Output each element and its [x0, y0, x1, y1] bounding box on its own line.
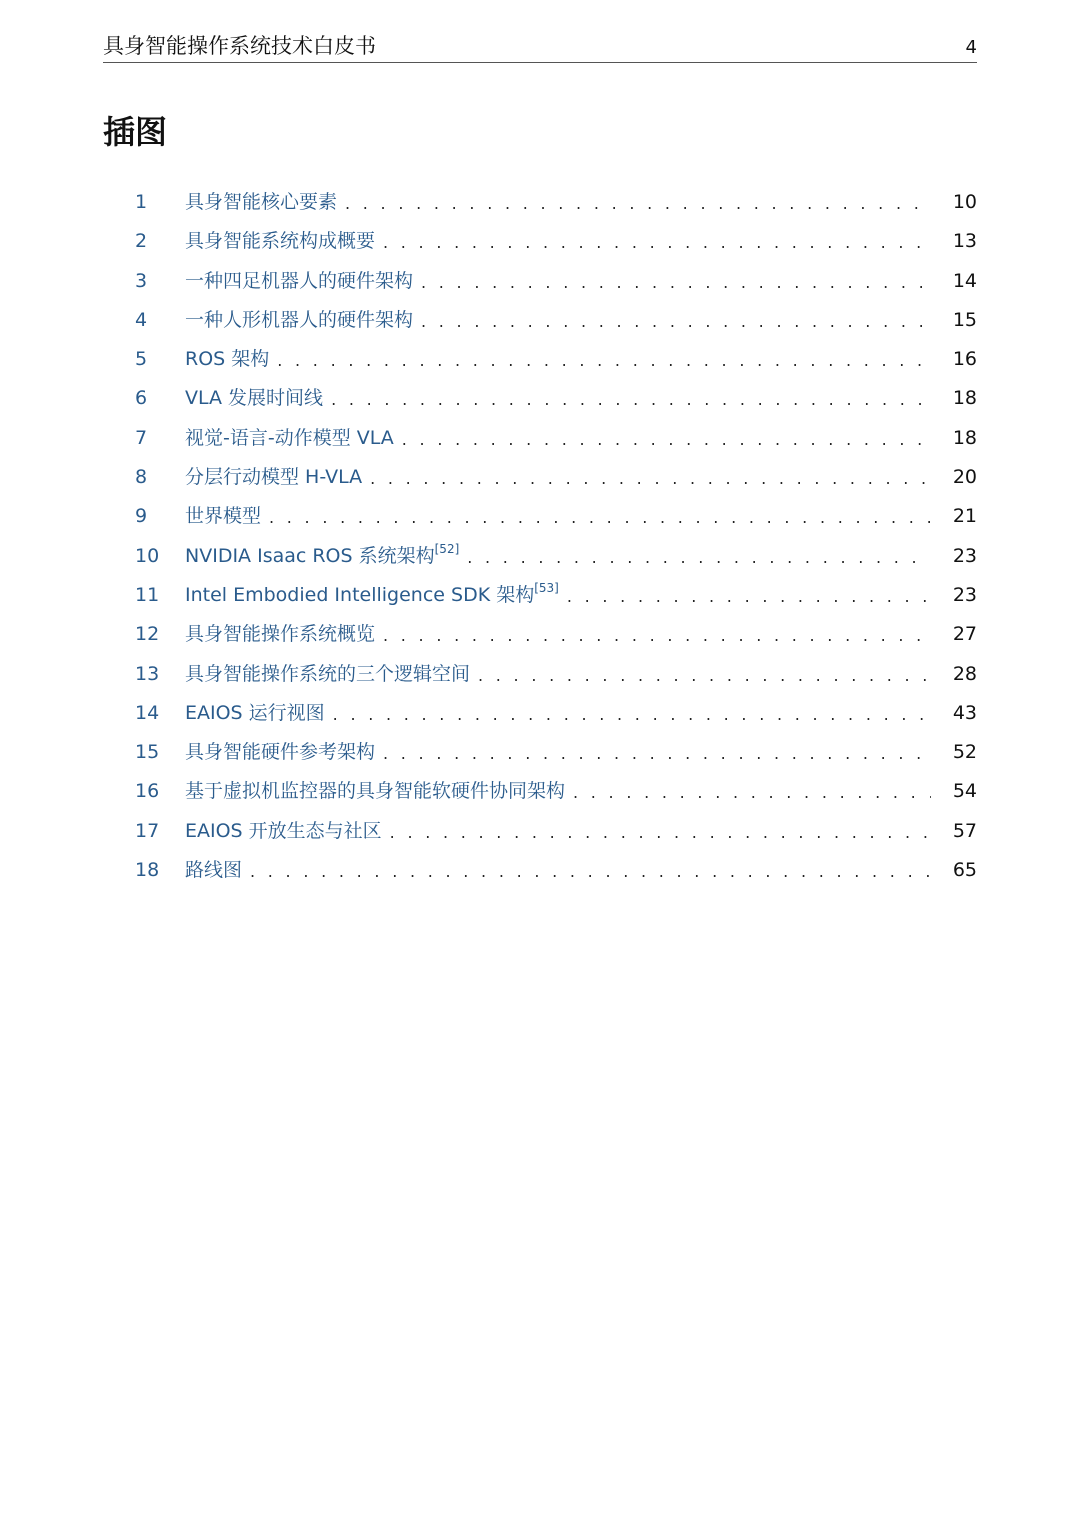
figure-page: 57 — [952, 819, 977, 842]
figure-number: 6 — [135, 387, 148, 410]
figure-entry-16[interactable] — [103, 771, 977, 810]
figure-title-with-leader — [185, 739, 931, 765]
figure-page: 23 — [952, 583, 977, 606]
figure-title-with-leader — [185, 621, 931, 647]
figure-title-with-leader — [185, 503, 931, 529]
figure-entry-2[interactable] — [103, 221, 977, 260]
figure-page: 54 — [952, 780, 977, 803]
figure-title-with-leader — [185, 189, 931, 215]
figure-title-with-leader — [185, 307, 931, 333]
figure-title-with-leader — [185, 425, 931, 451]
figure-title-with-leader — [185, 543, 931, 569]
figure-title-with-leader — [185, 857, 931, 883]
citation-reference[interactable]: [52] — [434, 542, 460, 556]
figure-entry-7[interactable] — [103, 418, 977, 457]
citation-reference[interactable]: [53] — [534, 581, 559, 595]
list-of-figures — [103, 182, 977, 889]
figure-number: 12 — [135, 623, 160, 646]
figure-number: 11 — [135, 583, 160, 606]
figure-entry-11[interactable] — [103, 575, 977, 614]
figure-number: 9 — [135, 505, 148, 528]
figure-page: 14 — [952, 269, 977, 292]
figure-number: 7 — [135, 426, 148, 449]
figure-page: 43 — [952, 701, 977, 724]
figure-title-link[interactable] — [185, 542, 460, 567]
figure-title-with-leader — [185, 582, 931, 608]
figure-entry-3[interactable] — [103, 261, 977, 300]
figure-title-link[interactable]: EAIOS 开放生态与社区 — [185, 819, 382, 842]
figure-number: 8 — [135, 466, 148, 489]
figure-entry-4[interactable] — [103, 300, 977, 339]
figure-number: 14 — [135, 701, 160, 724]
figure-page: 13 — [952, 230, 977, 253]
figure-entry-13[interactable] — [103, 654, 977, 693]
figure-title-with-leader — [185, 778, 931, 804]
figure-title-link[interactable]: 具身智能操作系统的三个逻辑空间 — [185, 662, 471, 685]
figure-number: 4 — [135, 308, 148, 331]
document-title: 具身智能操作系统技术白皮书 — [103, 34, 376, 58]
figure-title-link[interactable]: 具身智能硬件参考架构 — [185, 741, 376, 764]
figure-entry-1[interactable] — [103, 182, 977, 221]
figure-title-link[interactable]: VLA 发展时间线 — [185, 387, 324, 410]
figure-page: 10 — [952, 191, 977, 213]
figure-title-with-leader — [185, 464, 931, 490]
figure-title-link[interactable]: EAIOS 运行视图 — [185, 701, 325, 724]
figure-number: 2 — [135, 230, 148, 253]
figure-title-with-leader — [185, 700, 931, 726]
figure-title-link[interactable]: 一种人形机器人的硬件架构 — [185, 308, 414, 331]
figure-title-with-leader — [185, 228, 931, 254]
figure-title-text: Intel Embodied Intelligence SDK 架构 — [185, 583, 535, 606]
figure-page: 20 — [952, 466, 977, 489]
figure-entry-9[interactable] — [103, 496, 977, 535]
figure-page: 23 — [952, 544, 977, 567]
figure-title-link[interactable]: 具身智能核心要素 — [185, 191, 338, 213]
figure-entry-12[interactable] — [103, 614, 977, 653]
figure-number: 1 — [135, 191, 148, 213]
figure-entry-6[interactable] — [103, 378, 977, 417]
figure-page: 15 — [952, 308, 977, 331]
figure-title-link[interactable]: 一种四足机器人的硬件架构 — [185, 269, 414, 292]
figure-title-link[interactable]: 世界模型 — [185, 505, 262, 528]
figure-page: 21 — [952, 505, 977, 528]
figure-entry-10[interactable] — [103, 536, 977, 575]
figure-title-with-leader — [185, 661, 931, 687]
figure-page: 27 — [952, 623, 977, 646]
figure-number: 15 — [135, 741, 160, 764]
figure-entry-17[interactable] — [103, 811, 977, 850]
figure-page: 18 — [952, 426, 977, 449]
page-header — [103, 30, 977, 63]
figure-number: 10 — [135, 544, 160, 567]
figure-title-link[interactable]: 路线图 — [185, 859, 243, 882]
figure-number: 17 — [135, 819, 160, 842]
figure-page: 52 — [952, 741, 977, 764]
figure-number: 5 — [135, 348, 148, 371]
figure-title-link[interactable]: 具身智能系统构成概要 — [185, 230, 376, 253]
section-title: 插图 — [103, 113, 168, 151]
figure-title-with-leader — [185, 385, 931, 411]
figure-page: 65 — [952, 859, 977, 882]
figure-page: 16 — [952, 348, 977, 371]
figure-title-link[interactable]: ROS 架构 — [185, 348, 270, 371]
figure-title-link[interactable]: 基于虚拟机监控器的具身智能软硬件协同架构 — [185, 780, 566, 803]
figure-title-link[interactable]: 具身智能操作系统概览 — [185, 623, 376, 646]
figure-title-link[interactable] — [185, 581, 559, 606]
figure-title-with-leader — [185, 818, 931, 844]
figure-title-with-leader — [185, 346, 931, 372]
figure-entry-14[interactable] — [103, 693, 977, 732]
page-number: 4 — [965, 37, 977, 58]
figure-entry-8[interactable] — [103, 457, 977, 496]
figure-number: 18 — [135, 859, 160, 882]
figure-page: 28 — [952, 662, 977, 685]
figure-title-with-leader — [185, 268, 931, 294]
figure-title-text: NVIDIA Isaac ROS 系统架构 — [185, 544, 435, 567]
figure-page: 18 — [952, 387, 977, 410]
figure-number: 3 — [135, 269, 148, 292]
figure-number: 16 — [135, 780, 160, 803]
figure-number: 13 — [135, 662, 160, 685]
figure-entry-18[interactable] — [103, 850, 977, 889]
figure-entry-15[interactable] — [103, 732, 977, 771]
figure-title-link[interactable]: 分层行动模型 H-VLA — [185, 466, 363, 489]
figure-title-link[interactable]: 视觉-语言-动作模型 VLA — [185, 426, 394, 449]
figure-entry-5[interactable] — [103, 339, 977, 378]
